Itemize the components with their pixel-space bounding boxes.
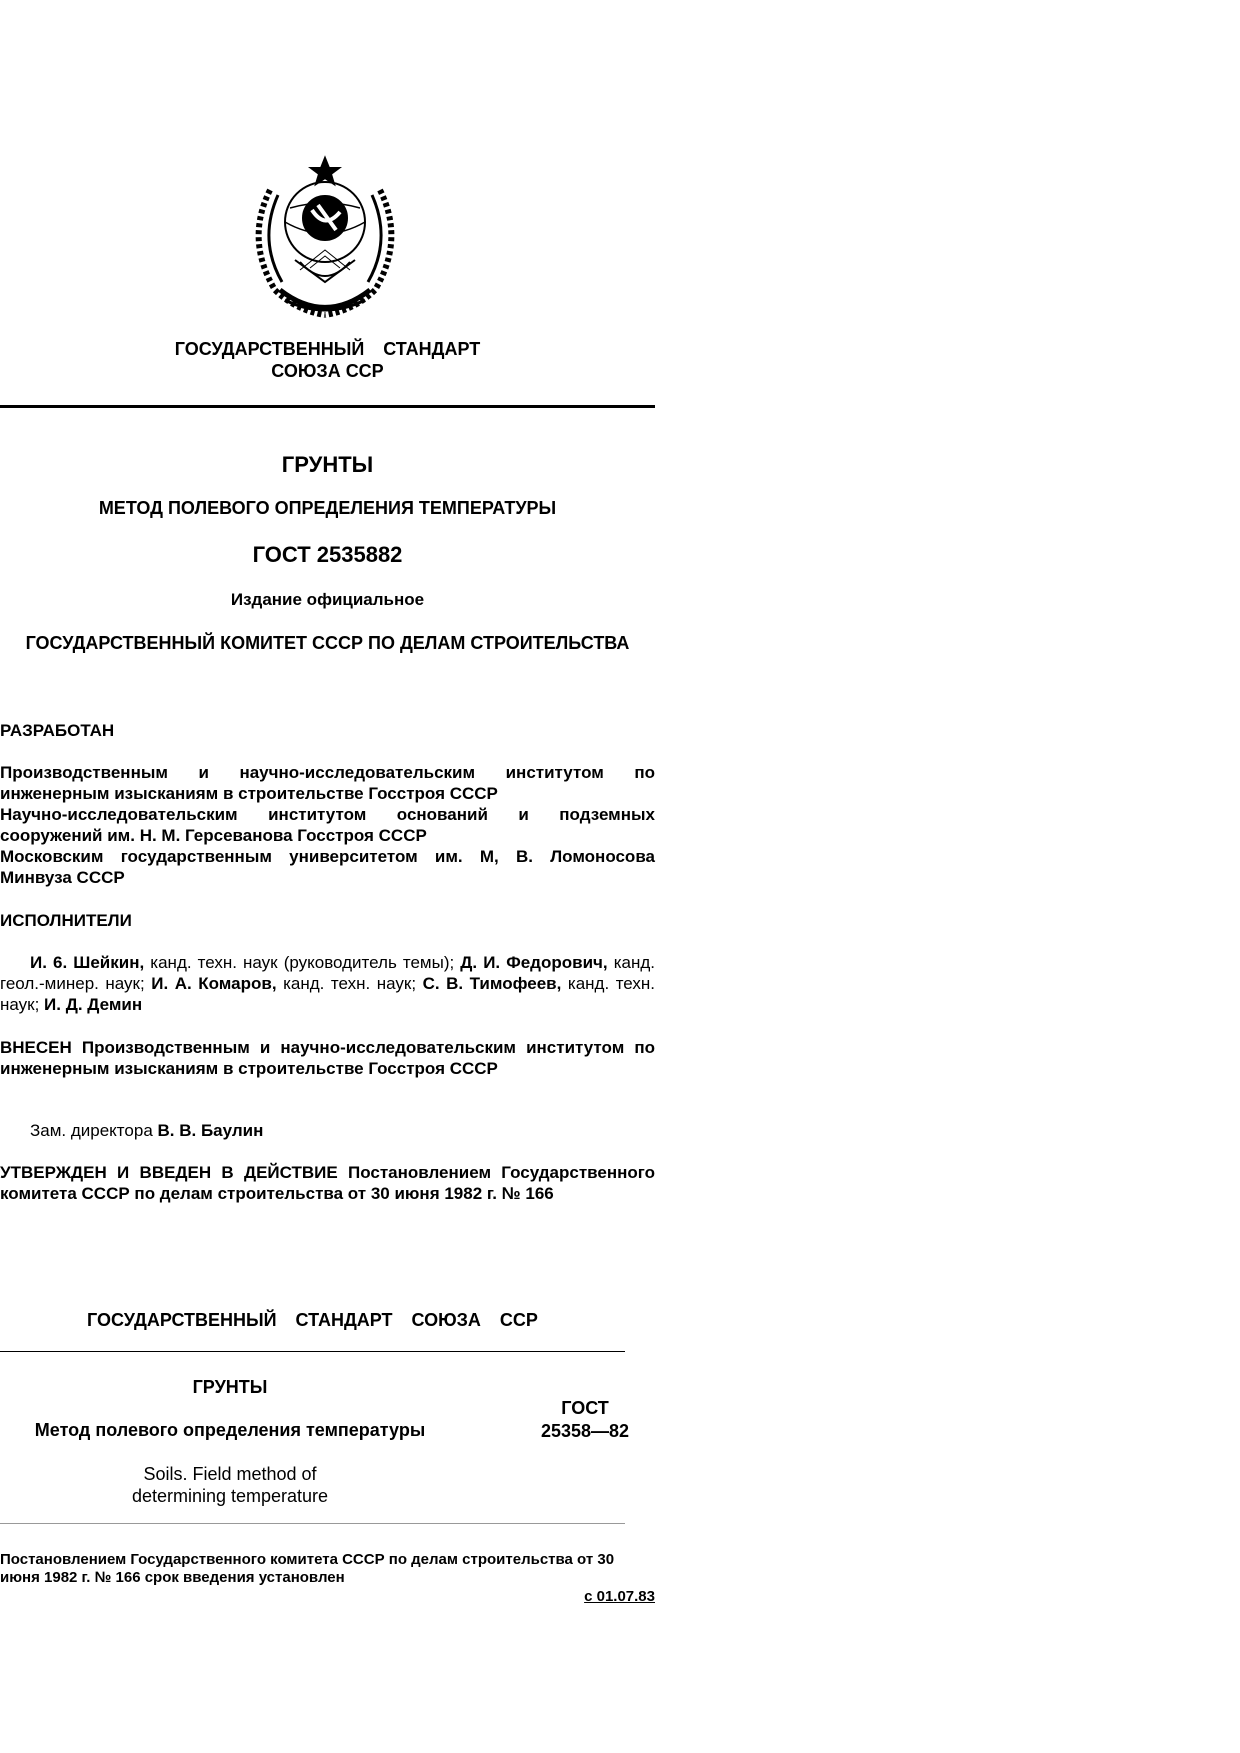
- deputy-label: Зам. директора: [30, 1121, 158, 1140]
- document-subtitle: МЕТОД ПОЛЕВОГО ОПРЕДЕЛЕНИЯ ТЕМПЕРАТУРЫ: [98, 498, 557, 518]
- performer-role: канд. геол.-минер. наук;: [0, 953, 655, 993]
- developer-org-3: Московским государственным университетом им. М, В. Ломоносова Минвуза СССР: [0, 847, 655, 887]
- effective-date: с 01.07.83: [584, 1588, 655, 1605]
- performer-name: С. В. Тимофеев,: [422, 974, 562, 993]
- english-title: [0, 1463, 460, 1507]
- state-standard-heading: [0, 338, 655, 382]
- gost-designation-number: 25358—82: [540, 1421, 630, 1441]
- ussr-state-emblem-icon: [240, 150, 410, 325]
- performer-role: канд. техн. наук (руководитель темы);: [144, 953, 461, 972]
- performer-name: И. Д. Демин: [44, 995, 143, 1014]
- developer-org-1: Производственным и научно-исследовательским институтом по инженерным изысканиям в строительстве Госстроя СССР: [0, 763, 655, 803]
- gost-number: ГОСТ 2535882: [252, 542, 403, 567]
- document-title: ГРУНТЫ: [281, 452, 374, 477]
- developer-org-2: Научно-исследовательским институтом оснований и подземных сооружений им. Н. М. Герсеванова Госстроя СССР: [0, 805, 655, 845]
- gost-label: ГОСТ: [561, 1398, 609, 1418]
- edition-label: Издание официальное: [230, 590, 425, 609]
- thick-divider: [0, 405, 655, 408]
- developed-organizations: [0, 762, 655, 888]
- performer-role: канд. техн. наук;: [0, 974, 655, 1014]
- second-state-standard-heading: ГОСУДАРСТВЕННЫЙ СТАНДАРТ СОЮЗА ССР: [87, 1310, 538, 1330]
- performers-list: [0, 952, 655, 1015]
- thin-divider-bottom: [0, 1523, 625, 1524]
- performer-role: канд. техн. наук;: [276, 974, 423, 993]
- introduced-by: ВНЕСЕН Производственным и научно-исследовательским институтом по инженерным изысканиям в строительстве Госстроя СССР: [0, 1038, 655, 1078]
- gost-designation: [530, 1397, 640, 1443]
- thin-divider-top: [0, 1351, 625, 1352]
- approval-statement: УТВЕРЖДЕН И ВВЕДЕН В ДЕЙСТВИЕ Постановлением Государственного комитета СССР по делам строительства от 30 июня 1982 г. № 166: [0, 1163, 655, 1203]
- decree-text: Постановлением Государственного комитета СССР по делам строительства от 30 июня 1982 г. № 166 срок введения установлен: [0, 1551, 615, 1586]
- deputy-name: В. В. Баулин: [157, 1121, 264, 1140]
- performers-heading: ИСПОЛНИТЕЛИ: [0, 911, 132, 930]
- method-title: Метод полевого определения температуры: [34, 1420, 426, 1440]
- state-standard-line2: СОЮЗА ССР: [271, 361, 384, 381]
- deputy-director: [0, 1120, 685, 1141]
- committee-name: ГОСУДАРСТВЕННЫЙ КОМИТЕТ СССР ПО ДЕЛАМ СТРОИТЕЛЬСТВА: [25, 633, 630, 653]
- performer-name: И. 6. Шейкин,: [30, 953, 145, 972]
- state-standard-line1: ГОСУДАРСТВЕННЫЙ СТАНДАРТ: [174, 339, 481, 359]
- english-title-line1: Soils. Field method of: [143, 1464, 317, 1484]
- performer-name: Д. И. Федорович,: [460, 953, 608, 972]
- developed-heading: РАЗРАБОТАН: [0, 721, 115, 740]
- english-title-line2: determining temperature: [131, 1486, 329, 1506]
- second-title: ГРУНТЫ: [192, 1377, 268, 1397]
- performer-name: И. А. Комаров,: [151, 974, 277, 993]
